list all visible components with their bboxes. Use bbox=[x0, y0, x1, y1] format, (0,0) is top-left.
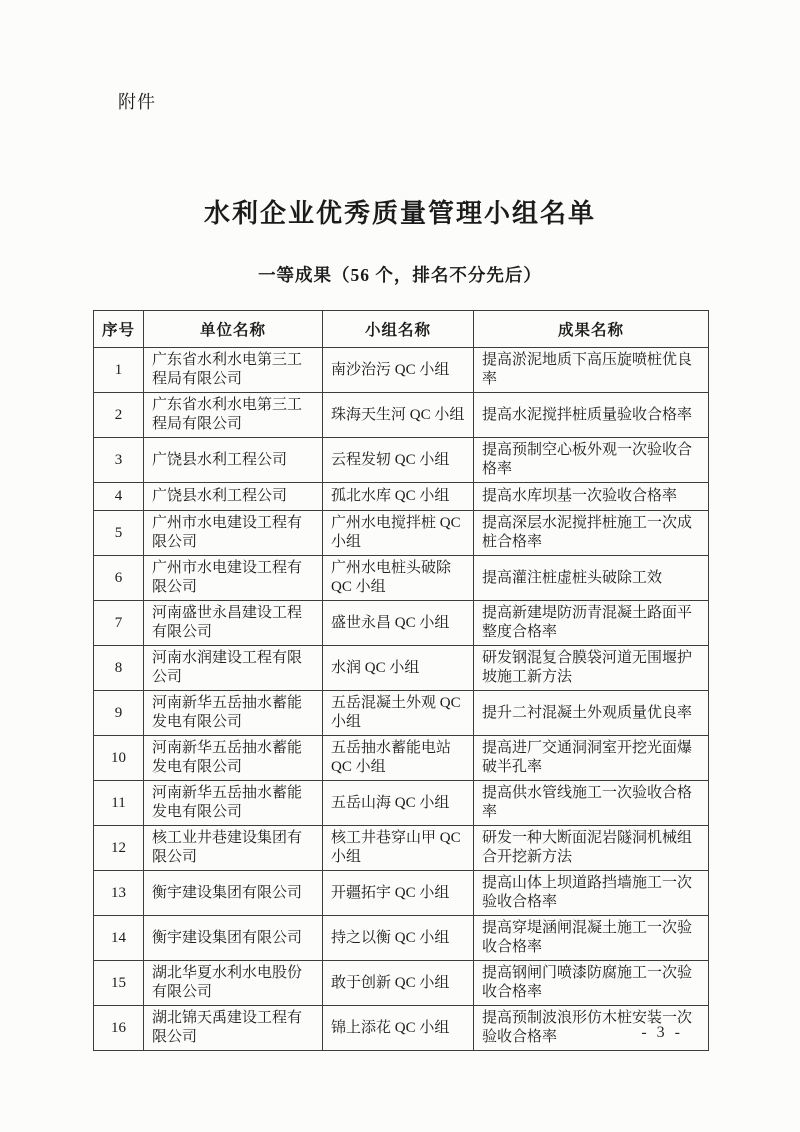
seq-number-cell: 11 bbox=[94, 781, 144, 826]
unit-name-cell: 河南新华五岳抽水蓄能发电有限公司 bbox=[144, 736, 323, 781]
group-name-cell: 开疆拓宇 QC 小组 bbox=[323, 871, 474, 916]
table-row bbox=[94, 916, 709, 961]
results-table-body bbox=[94, 348, 709, 1051]
achievement-name-cell: 提高水库坝基一次验收合格率 bbox=[474, 483, 709, 511]
achievement-name-cell: 提高灌注桩虚桩头破除工效 bbox=[474, 556, 709, 601]
achievement-name-cell: 提高钢闸门喷漆防腐施工一次验收合格率 bbox=[474, 961, 709, 1006]
table-row bbox=[94, 556, 709, 601]
achievement-name-cell: 提升二衬混凝土外观质量优良率 bbox=[474, 691, 709, 736]
table-row bbox=[94, 393, 709, 438]
unit-name-cell: 河南盛世永昌建设工程有限公司 bbox=[144, 601, 323, 646]
document-subtitle: 一等成果（56 个，排名不分先后） bbox=[258, 265, 542, 285]
seq-number-cell: 1 bbox=[94, 348, 144, 393]
unit-name-cell: 广饶县水利工程公司 bbox=[144, 483, 323, 511]
unit-name-cell: 河南水润建设工程有限公司 bbox=[144, 646, 323, 691]
table-row bbox=[94, 483, 709, 511]
seq-number-cell: 12 bbox=[94, 826, 144, 871]
seq-number-cell: 10 bbox=[94, 736, 144, 781]
table-row bbox=[94, 736, 709, 781]
header-group-name: 小组名称 bbox=[323, 311, 474, 348]
achievement-name-cell: 提高淤泥地质下高压旋喷桩优良率 bbox=[474, 348, 709, 393]
achievement-name-cell: 提高供水管线施工一次验收合格率 bbox=[474, 781, 709, 826]
achievement-name-cell: 研发钢混复合膜袋河道无围堰护坡施工新方法 bbox=[474, 646, 709, 691]
group-name-cell: 五岳混凝土外观 QC 小组 bbox=[323, 691, 474, 736]
header-achievement-name: 成果名称 bbox=[474, 311, 709, 348]
seq-number-cell: 15 bbox=[94, 961, 144, 1006]
unit-name-cell: 河南新华五岳抽水蓄能发电有限公司 bbox=[144, 691, 323, 736]
group-name-cell: 五岳山海 QC 小组 bbox=[323, 781, 474, 826]
group-name-cell: 水润 QC 小组 bbox=[323, 646, 474, 691]
achievement-name-cell: 提高进厂交通洞洞室开挖光面爆破半孔率 bbox=[474, 736, 709, 781]
achievement-name-cell: 研发一种大断面泥岩隧洞机械组合开挖新方法 bbox=[474, 826, 709, 871]
header-seq-number: 序号 bbox=[94, 311, 144, 348]
group-name-cell: 云程发轫 QC 小组 bbox=[323, 438, 474, 483]
seq-number-cell: 9 bbox=[94, 691, 144, 736]
seq-number-cell: 7 bbox=[94, 601, 144, 646]
group-name-cell: 盛世永昌 QC 小组 bbox=[323, 601, 474, 646]
table-header-row bbox=[94, 311, 709, 348]
seq-number-cell: 13 bbox=[94, 871, 144, 916]
unit-name-cell: 湖北锦天禹建设工程有限公司 bbox=[144, 1006, 323, 1051]
seq-number-cell: 14 bbox=[94, 916, 144, 961]
unit-name-cell: 广饶县水利工程公司 bbox=[144, 438, 323, 483]
group-name-cell: 广州水电桩头破除 QC 小组 bbox=[323, 556, 474, 601]
unit-name-cell: 广州市水电建设工程有限公司 bbox=[144, 556, 323, 601]
table-row bbox=[94, 511, 709, 556]
header-unit-name: 单位名称 bbox=[144, 311, 323, 348]
seq-number-cell: 4 bbox=[94, 483, 144, 511]
unit-name-cell: 核工业井巷建设集团有限公司 bbox=[144, 826, 323, 871]
unit-name-cell: 衡宇建设集团有限公司 bbox=[144, 916, 323, 961]
group-name-cell: 孤北水库 QC 小组 bbox=[323, 483, 474, 511]
table-row bbox=[94, 781, 709, 826]
table-row bbox=[94, 646, 709, 691]
unit-name-cell: 河南新华五岳抽水蓄能发电有限公司 bbox=[144, 781, 323, 826]
table-row bbox=[94, 601, 709, 646]
document-title: 水利企业优秀质量管理小组名单 bbox=[203, 199, 596, 228]
table-row bbox=[94, 826, 709, 871]
group-name-cell: 五岳抽水蓄能电站 QC 小组 bbox=[323, 736, 474, 781]
table-row bbox=[94, 871, 709, 916]
table-row bbox=[94, 438, 709, 483]
group-name-cell: 珠海天生河 QC 小组 bbox=[323, 393, 474, 438]
seq-number-cell: 3 bbox=[94, 438, 144, 483]
unit-name-cell: 湖北华夏水利水电股份有限公司 bbox=[144, 961, 323, 1006]
table-row bbox=[94, 348, 709, 393]
group-name-cell: 锦上添花 QC 小组 bbox=[323, 1006, 474, 1051]
unit-name-cell: 广东省水利水电第三工程局有限公司 bbox=[144, 393, 323, 438]
seq-number-cell: 16 bbox=[94, 1006, 144, 1051]
unit-name-cell: 衡宇建设集团有限公司 bbox=[144, 871, 323, 916]
seq-number-cell: 5 bbox=[94, 511, 144, 556]
seq-number-cell: 8 bbox=[94, 646, 144, 691]
unit-name-cell: 广东省水利水电第三工程局有限公司 bbox=[144, 348, 323, 393]
group-name-cell: 敢于创新 QC 小组 bbox=[323, 961, 474, 1006]
table-row bbox=[94, 691, 709, 736]
achievement-name-cell: 提高穿堤涵闸混凝土施工一次验收合格率 bbox=[474, 916, 709, 961]
seq-number-cell: 2 bbox=[94, 393, 144, 438]
achievement-name-cell: 提高深层水泥搅拌桩施工一次成桩合格率 bbox=[474, 511, 709, 556]
group-name-cell: 南沙治污 QC 小组 bbox=[323, 348, 474, 393]
table-row bbox=[94, 1006, 709, 1051]
attachment-label: 附件 bbox=[118, 92, 156, 112]
table-row bbox=[94, 961, 709, 1006]
unit-name-cell: 广州市水电建设工程有限公司 bbox=[144, 511, 323, 556]
group-name-cell: 持之以衡 QC 小组 bbox=[323, 916, 474, 961]
page-number: - 3 - bbox=[641, 1024, 683, 1041]
group-name-cell: 广州水电搅拌桩 QC 小组 bbox=[323, 511, 474, 556]
achievement-name-cell: 提高水泥搅拌桩质量验收合格率 bbox=[474, 393, 709, 438]
seq-number-cell: 6 bbox=[94, 556, 144, 601]
achievement-name-cell: 提高预制波浪形仿木桩安装一次验收合格率 bbox=[474, 1006, 709, 1051]
achievement-name-cell: 提高新建堤防沥青混凝土路面平整度合格率 bbox=[474, 601, 709, 646]
achievement-name-cell: 提高预制空心板外观一次验收合格率 bbox=[474, 438, 709, 483]
achievement-name-cell: 提高山体上坝道路挡墙施工一次验收合格率 bbox=[474, 871, 709, 916]
group-name-cell: 核工井巷穿山甲 QC 小组 bbox=[323, 826, 474, 871]
results-table bbox=[93, 310, 709, 1051]
